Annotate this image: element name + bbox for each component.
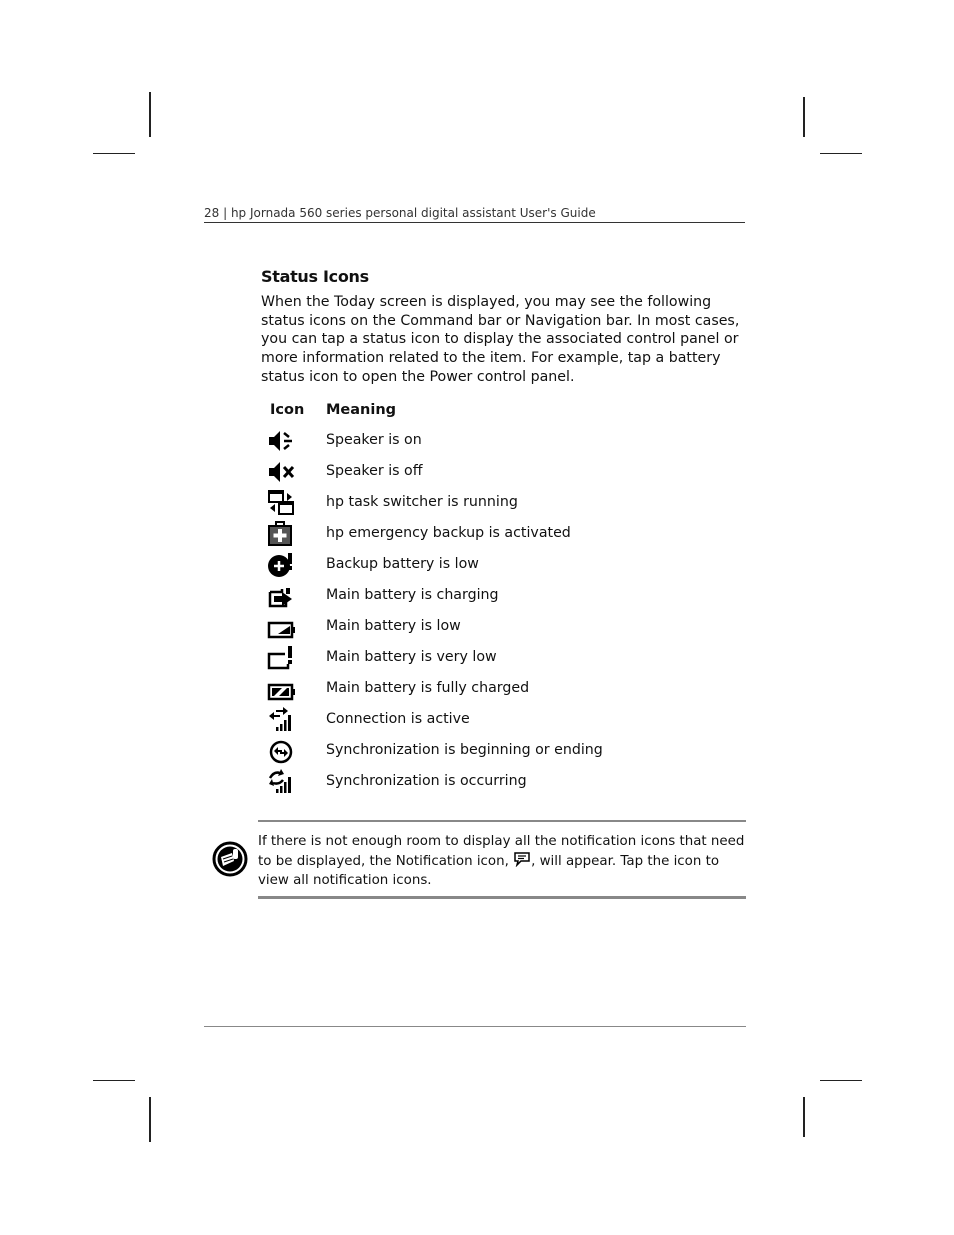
crop-mark	[93, 1080, 135, 1081]
row-meaning: Speaker is on	[326, 432, 422, 448]
crop-mark	[820, 1080, 862, 1081]
note-text-after: , will appear. Tap the icon to view all notification icons.	[258, 854, 720, 888]
note-top-rule	[258, 820, 746, 822]
running-head: 28 | hp Jornada 560 series personal digital assistant User's Guide	[204, 206, 745, 223]
row-meaning: Speaker is off	[326, 463, 423, 479]
table-row	[266, 551, 746, 582]
note-text-before: If there is not enough room to display all the notification icons that need to be displayed, the Notification icon,	[258, 834, 745, 869]
emergency-backup-icon	[266, 520, 298, 548]
backup-battery-low-icon	[266, 551, 298, 579]
table-row	[266, 520, 746, 551]
row-meaning: hp task switcher is running	[326, 494, 518, 510]
crop-mark	[803, 97, 805, 137]
table-row	[266, 613, 746, 644]
row-meaning: Synchronization is beginning or ending	[326, 742, 603, 758]
notification-icon	[513, 851, 531, 867]
crop-mark	[149, 1097, 151, 1142]
table-row	[266, 427, 746, 458]
battery-very-low-icon	[266, 644, 298, 672]
sync-begin-end-icon	[266, 737, 298, 765]
battery-full-icon	[266, 675, 298, 703]
table-row	[266, 582, 746, 613]
table-row	[266, 737, 746, 768]
note-text	[258, 832, 746, 890]
footer-rule	[204, 1026, 746, 1027]
row-meaning: Connection is active	[326, 711, 470, 727]
row-meaning: Synchronization is occurring	[326, 773, 527, 789]
column-header-icon: Icon	[270, 402, 305, 418]
table-row	[266, 706, 746, 737]
section-title: Status Icons	[261, 267, 369, 286]
column-header-meaning: Meaning	[326, 402, 397, 418]
row-meaning: hp emergency backup is activated	[326, 525, 571, 541]
crop-mark	[820, 153, 862, 154]
speaker-on-icon	[266, 427, 298, 455]
table-row	[266, 489, 746, 520]
battery-low-icon	[266, 613, 298, 641]
crop-mark	[93, 153, 135, 154]
note-hand-icon	[212, 841, 248, 877]
table-row	[266, 768, 746, 799]
table-row	[266, 675, 746, 706]
connection-active-icon	[266, 706, 298, 734]
table-row	[266, 644, 746, 675]
row-meaning: Main battery is very low	[326, 649, 497, 665]
speaker-off-icon	[266, 458, 298, 486]
sync-occurring-icon	[266, 768, 298, 796]
crop-mark	[803, 1097, 805, 1137]
row-meaning: Main battery is charging	[326, 587, 499, 603]
note-bottom-rule	[258, 896, 746, 899]
section-intro: When the Today screen is displayed, you may see the following status icons on the Command bar or Navigation bar. In most cases, you can tap a status icon to display the associated control panel or more information related to the item. For example, tap a battery status icon to open the Power control panel.	[261, 294, 740, 385]
battery-charging-icon	[266, 582, 298, 610]
crop-mark	[149, 92, 151, 137]
table-row	[266, 458, 746, 489]
task-switcher-icon	[266, 489, 298, 517]
row-meaning: Backup battery is low	[326, 556, 479, 572]
row-meaning: Main battery is fully charged	[326, 680, 530, 696]
row-meaning: Main battery is low	[326, 618, 461, 634]
